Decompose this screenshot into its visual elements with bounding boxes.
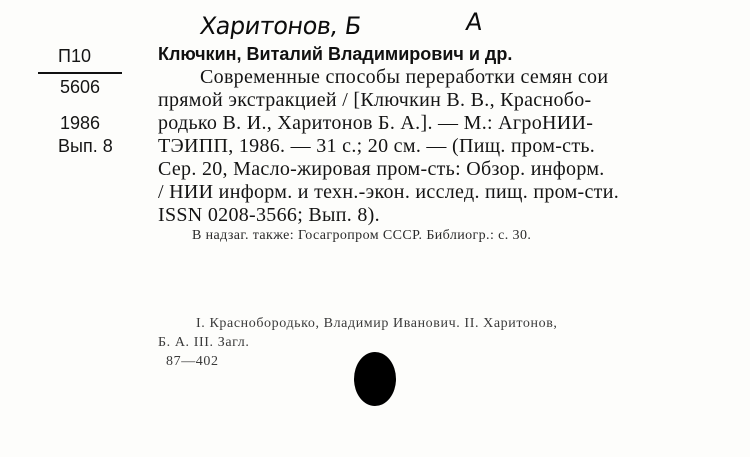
description-line: Современные способы переработки семян сои <box>200 66 609 88</box>
description-line: родько В. И., Харитонов Б. А.]. — М.: АгроНИИ- <box>158 112 594 134</box>
description-line: Сер. 20, Масло-жировая пром-сть: Обзор. информ. <box>158 158 605 180</box>
punch-hole <box>354 352 396 406</box>
handwritten-mark: А <box>464 8 484 36</box>
description-line: прямой экстракцией / [Ключкин В. В., Краснобо- <box>158 89 592 111</box>
description-line: ТЭИПП, 1986. — 31 с.; 20 см. — (Пищ. пром-сть. <box>158 135 596 157</box>
handwritten-name: Харитонов, Б <box>198 12 363 40</box>
card-number: 87—402 <box>166 354 219 369</box>
issue-number: Вып. 8 <box>58 136 113 156</box>
author-heading: Ключкин, Виталий Владимирович и др. <box>158 44 513 64</box>
tracing-line: Б. А. III. Загл. <box>158 335 250 350</box>
bibliography-note: В надзаг. также: Госагропром СССР. Библиогр.: с. 30. <box>192 228 532 243</box>
description-line: ISSN 0208-3566; Вып. 8). <box>158 204 380 226</box>
call-number-divider <box>38 72 122 74</box>
class-code: П10 <box>58 46 91 66</box>
description-line: / НИИ информ. и техн.-экон. исслед. пищ. пром-сти. <box>158 181 620 203</box>
tracing-line: I. Краснобородько, Владимир Иванович. II. Харитонов, <box>196 316 558 331</box>
shelf-number: 5606 <box>60 77 101 97</box>
publication-year: 1986 <box>60 113 101 133</box>
